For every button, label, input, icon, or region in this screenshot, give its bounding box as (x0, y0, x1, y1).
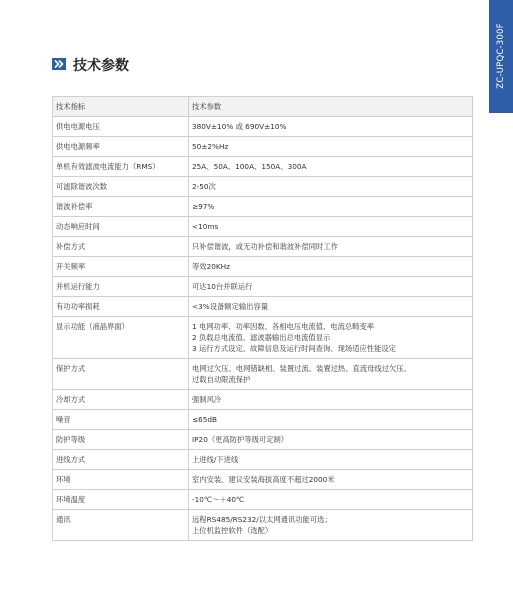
table-row (53, 257, 473, 277)
param-name-cell: 进线方式 (53, 450, 189, 470)
table-row (53, 410, 473, 430)
param-value-line: 电网过欠压、电网错缺相、装置过流、装置过热、直流母线过欠压、 (192, 364, 411, 373)
param-name-cell: 防护等级 (53, 430, 189, 450)
param-value-cell (189, 510, 473, 541)
param-value-line: ≥97% (192, 202, 215, 211)
param-value-line: 上进线/下进线 (192, 455, 239, 464)
param-value-cell (189, 317, 473, 359)
param-value-cell (189, 237, 473, 257)
param-value-line: 25A、50A、100A、150A、300A (192, 162, 307, 171)
param-value-cell (189, 297, 473, 317)
param-value-cell (189, 470, 473, 490)
side-tab (489, 0, 513, 113)
param-value-cell (189, 359, 473, 390)
table-row (53, 117, 473, 137)
param-name-cell: 噪音 (53, 410, 189, 430)
model-label: ZC-UPQC-300F (496, 23, 506, 89)
table-row (53, 157, 473, 177)
param-value-cell (189, 490, 473, 510)
param-value-line: 3 运行方式设定、故障信息及运行时间查询、现场适应性能设定 (192, 344, 396, 353)
param-name-cell: 通讯 (53, 510, 189, 541)
table-header-row (53, 97, 473, 117)
param-value-line: 强制风冷 (192, 395, 222, 404)
table-row (53, 430, 473, 450)
param-name-cell: 可滤除谐波次数 (53, 177, 189, 197)
param-value-cell (189, 450, 473, 470)
table-row (53, 490, 473, 510)
param-value-line: 380V±10% 或 690V±10% (192, 122, 287, 131)
param-value-line: <3%设备额定输出容量 (192, 302, 269, 311)
param-value-line: 2-50次 (192, 182, 216, 191)
param-value-line: 室内安装、建议安装海拔高度不超过2000米 (192, 475, 335, 484)
param-name-cell: 动态响应时间 (53, 217, 189, 237)
param-name-cell: 并机运行能力 (53, 277, 189, 297)
param-value-line: 可达10台并联运行 (192, 282, 253, 291)
table-row (53, 297, 473, 317)
param-value-line: 等效20KHz (192, 262, 230, 271)
param-value-line: 只补偿谐波，或无功补偿和谐波补偿同时工作 (192, 242, 338, 251)
param-name-cell: 环境温度 (53, 490, 189, 510)
param-value-line: <10ms (192, 222, 219, 231)
param-value-line: 2 负载总电流值、滤波器输出总电流值显示 (192, 333, 331, 342)
param-value-line: ≤65dB (192, 415, 218, 424)
param-value-line: 远程RS485/RS232/以太网通讯功能可选； (192, 515, 332, 524)
table-row (53, 450, 473, 470)
param-value-line: -10℃～＋40℃ (192, 495, 245, 504)
table-row (53, 277, 473, 297)
param-name-cell: 开关频率 (53, 257, 189, 277)
table-row (53, 237, 473, 257)
table-row (53, 390, 473, 410)
header-cell-parameter: 技术参数 (189, 97, 473, 117)
tech-params-table (52, 96, 473, 541)
param-value-line: 上位机监控软件（选配） (192, 526, 273, 535)
table-row (53, 317, 473, 359)
param-value-cell (189, 430, 473, 450)
param-name-cell: 有功功率损耗 (53, 297, 189, 317)
header-cell-indicator: 技术指标 (53, 97, 189, 117)
param-value-line: 1 电网功率、功率因数、各相电压电流值、电流总畸变率 (192, 322, 375, 331)
param-value-cell (189, 177, 473, 197)
param-name-cell: 显示功能（液晶界面） (53, 317, 189, 359)
param-name-cell: 谐波补偿率 (53, 197, 189, 217)
param-value-cell (189, 277, 473, 297)
param-value-line: 50±2%Hz (192, 142, 229, 151)
param-value-cell (189, 197, 473, 217)
param-name-cell: 供电电源频率 (53, 137, 189, 157)
param-value-line: 过载自动限流保护 (192, 375, 251, 384)
param-name-cell: 单机有效滤波电流能力（RMS） (53, 157, 189, 177)
table-row (53, 137, 473, 157)
param-value-cell (189, 217, 473, 237)
table-row (53, 510, 473, 541)
param-name-cell: 补偿方式 (53, 237, 189, 257)
table-row (53, 197, 473, 217)
param-value-line: IP20（更高防护等级可定制） (192, 435, 289, 444)
param-value-cell (189, 157, 473, 177)
param-name-cell: 保护方式 (53, 359, 189, 390)
double-chevron-right-icon (52, 58, 66, 70)
table-row (53, 470, 473, 490)
param-value-cell (189, 117, 473, 137)
param-value-cell (189, 410, 473, 430)
param-name-cell: 供电电源电压 (53, 117, 189, 137)
section-title: 技术参数 (73, 58, 129, 74)
table-row (53, 177, 473, 197)
param-name-cell: 环境 (53, 470, 189, 490)
table-row (53, 359, 473, 390)
table-row (53, 217, 473, 237)
param-value-cell (189, 257, 473, 277)
param-value-cell (189, 390, 473, 410)
param-name-cell: 冷却方式 (53, 390, 189, 410)
param-value-cell (189, 137, 473, 157)
